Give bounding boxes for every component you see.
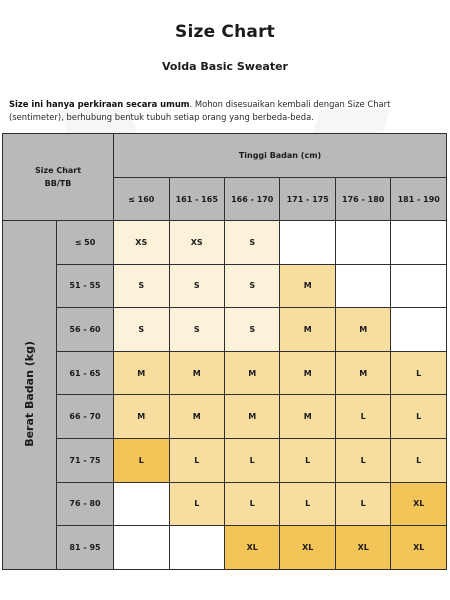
col-header: 181 - 190 [391,178,447,221]
corner-label-line1: Size Chart [34,166,82,175]
size-cell [114,526,169,570]
size-cell: L [335,482,390,526]
col-header: 176 - 180 [335,178,390,221]
size-cell: S [169,264,224,308]
size-cell [169,526,224,570]
row-header: 56 - 60 [57,308,114,352]
row-header: ≤ 50 [57,221,114,265]
size-cell: S [224,221,279,265]
size-cell: M [224,395,279,439]
product-name: Volda Basic Sweater [162,60,288,73]
size-cell [280,221,335,265]
size-cell: L [169,438,224,482]
size-cell [391,221,447,265]
disclaimer-bold: Size ini hanya perkiraan secara umum [9,99,190,109]
weight-group-label: Berat Badan (kg) [23,341,36,447]
col-header: ≤ 160 [114,178,169,221]
size-cell: S [114,264,169,308]
disclaimer-text: . Mohon disesuaikan kembali dengan Size Chart (sentimeter), berhubung bentuk tubuh setiap orang yang berbeda-beda. [9,99,391,122]
table-corner [3,134,114,221]
row-header: 81 - 95 [57,526,114,570]
size-cell: L [391,351,447,395]
size-cell: XL [391,482,447,526]
size-cell: XS [114,221,169,265]
size-cell: L [335,395,390,439]
size-cell: L [391,438,447,482]
size-cell: M [280,395,335,439]
size-cell [391,308,447,352]
row-header: 76 - 80 [57,482,114,526]
size-cell: XS [169,221,224,265]
size-cell: L [224,482,279,526]
size-cell [391,264,447,308]
col-header: 171 - 175 [280,178,335,221]
size-cell: S [224,264,279,308]
size-cell [114,482,169,526]
size-cell: L [169,482,224,526]
size-cell: L [224,438,279,482]
col-header: 166 - 170 [224,178,279,221]
size-cell: M [280,308,335,352]
size-cell [335,264,390,308]
corner-label-line2: BB/TB [44,179,72,188]
size-cell: XL [335,526,390,570]
col-header: 161 - 165 [169,178,224,221]
row-header: 71 - 75 [57,438,114,482]
size-cell: L [335,438,390,482]
size-cell: S [169,308,224,352]
size-cell [335,221,390,265]
size-cell: M [169,351,224,395]
size-cell: M [280,351,335,395]
size-chart-table [2,133,447,570]
row-header: 51 - 55 [57,264,114,308]
size-cell: M [335,308,390,352]
size-cell: L [114,438,169,482]
size-cell: S [224,308,279,352]
height-group-header: Tinggi Badan (cm) [114,134,447,178]
size-cell: M [280,264,335,308]
size-cell: M [224,351,279,395]
size-cell: M [114,351,169,395]
disclaimer-note [9,98,445,123]
size-cell: S [114,308,169,352]
row-header: 61 - 65 [57,351,114,395]
size-cell: M [169,395,224,439]
row-header: 66 - 70 [57,395,114,439]
weight-group-header [3,221,57,570]
size-cell: M [335,351,390,395]
size-cell: L [391,395,447,439]
size-cell: M [114,395,169,439]
size-cell: L [280,482,335,526]
size-cell: L [280,438,335,482]
size-cell: XL [280,526,335,570]
page-title: Size Chart [175,22,275,42]
size-cell: XL [224,526,279,570]
size-cell: XL [391,526,447,570]
